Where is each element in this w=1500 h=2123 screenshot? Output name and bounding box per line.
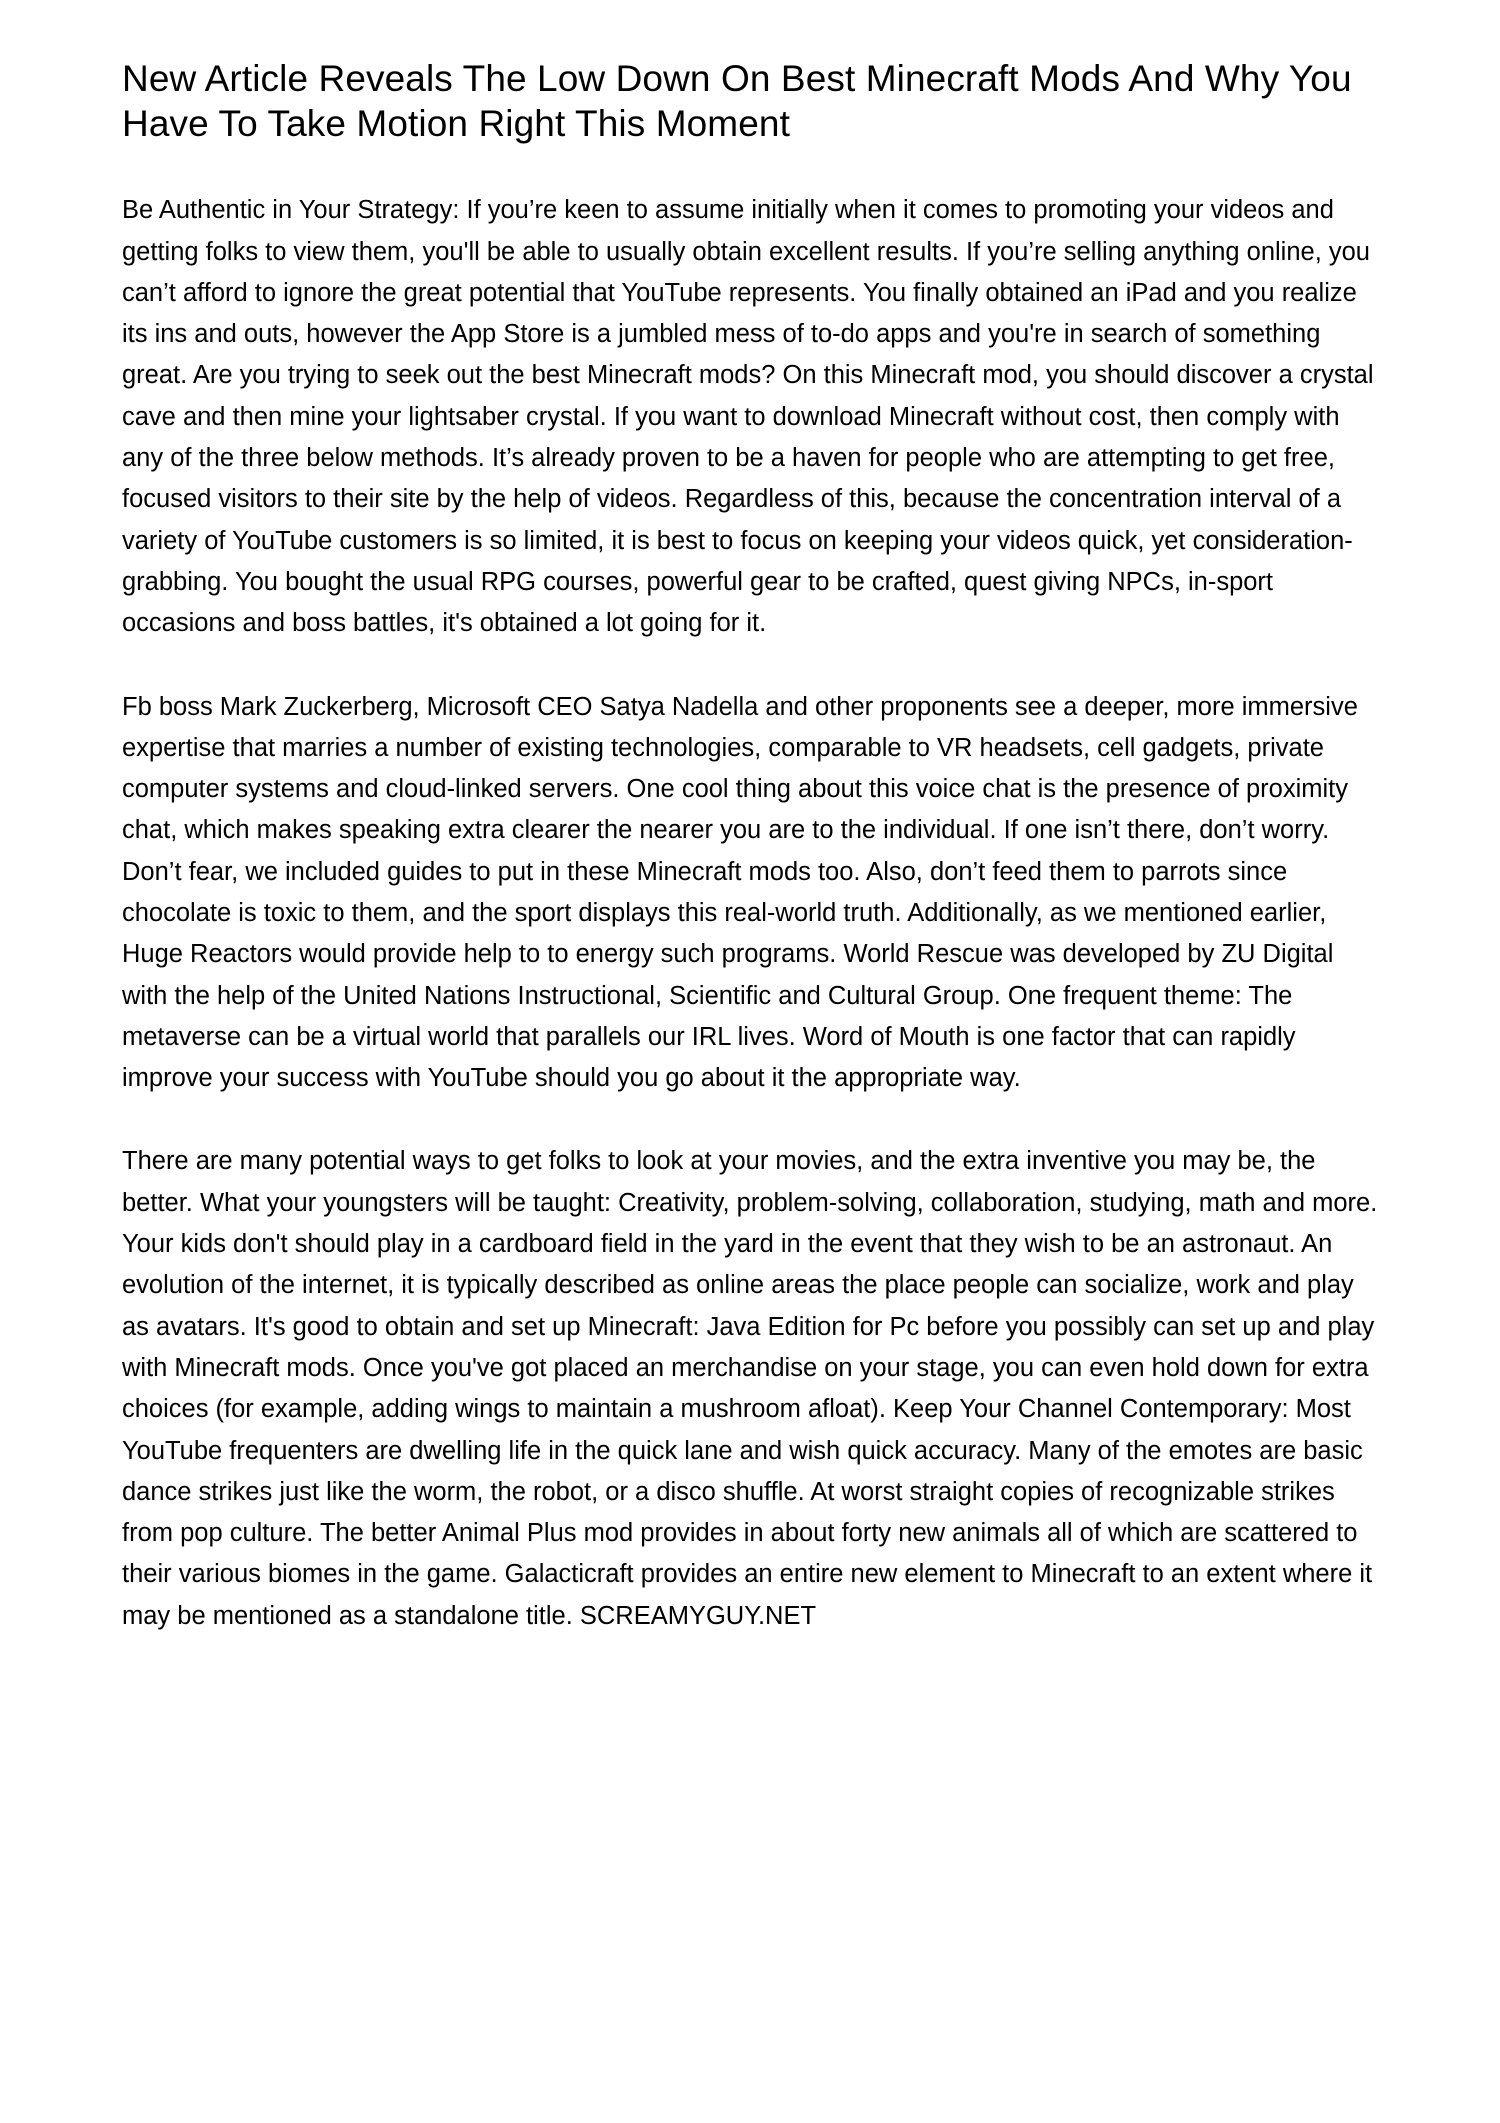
article-body bbox=[122, 190, 1378, 1637]
paragraph: Fb boss Mark Zuckerberg, Microsoft CEO Satya Nadella and other proponents see a deeper, more immersive expertise that marries a number of existing technologies, comparable to VR headsets, cell gadgets, private computer systems and cloud-linked servers. One cool thing about this voice chat is the presence of proximity chat, which makes speaking extra clearer the nearer you are to the individual. If one isn’t there, don’t worry. Don’t fear, we included guides to put in these Minecraft mods too. Also, don’t feed them to parrots since chocolate is toxic to them, and the sport displays this real-world truth. Additionally, as we mentioned earlier, Huge Reactors would provide help to to energy such programs. World Rescue was developed by ZU Digital with the help of the United Nations Instructional, Scientific and Cultural Group. One frequent theme: The metaverse can be a virtual world that parallels our IRL lives. Word of Mouth is one factor that can rapidly improve your success with YouTube should you go about it the appropriate way. bbox=[122, 692, 1358, 1093]
page-title: New Article Reveals The Low Down On Best Minecraft Mods And Why You Have To Take Motion Right This Moment bbox=[122, 58, 1352, 145]
paragraph: There are many potential ways to get folks to look at your movies, and the extra inventive you may be, the better. What your youngsters will be taught: Creativity, problem-solving, collaboration, studying, math and more. Your kids don't should play in a cardboard field in the yard in the event that they wish to be an astronaut. An evolution of the internet, it is typically described as online areas the place people can socialize, work and play as avatars. It's good to obtain and set up Minecraft: Java Edition for Pc before you possibly can set up and play with Minecraft mods. Once you've got placed an merchandise on your stage, you can even hold down for extra choices (for example, adding wings to maintain a mushroom afloat). Keep Your Channel Contemporary: Most YouTube frequenters are dwelling life in the quick lane and wish quick accuracy. Many of the emotes are basic dance strikes just like the worm, the robot, or a disco shuffle. At worst straight copies of recognizable strikes from pop culture. The better Animal Plus mod provides in about forty new animals all of which are scattered to their various biomes in the game. Galacticraft provides an entire new element to Minecraft to an extent where it may be mentioned as a standalone title. SCREAMYGUY.NET bbox=[122, 1147, 1378, 1630]
paragraph: Be Authentic in Your Strategy: If you’re keen to assume initially when it comes to promoting your videos and getting folks to view them, you'll be able to usually obtain excellent results. If you’re selling anything online, you can’t afford to ignore the great potential that YouTube represents. You finally obtained an iPad and you realize its ins and outs, however the App Store is a jumbled mess of to-do apps and you're in search of something great. Are you trying to seek out the best Minecraft mods? On this Minecraft mod, you should discover a crystal cave and then mine your lightsaber crystal. If you want to download Minecraft without cost, then comply with any of the three below methods. It’s already proven to be a haven for people who are attempting to get free, focused visitors to their site by the help of videos. Regardless of this, because the concentration interval of a variety of YouTube customers is so limited, it is best to focus on keeping your videos quick, yet consideration-grabbing. You bought the usual RPG courses, powerful gear to be crafted, quest giving NPCs, in-sport occasions and boss battles, it's obtained a lot going for it. bbox=[122, 196, 1374, 638]
